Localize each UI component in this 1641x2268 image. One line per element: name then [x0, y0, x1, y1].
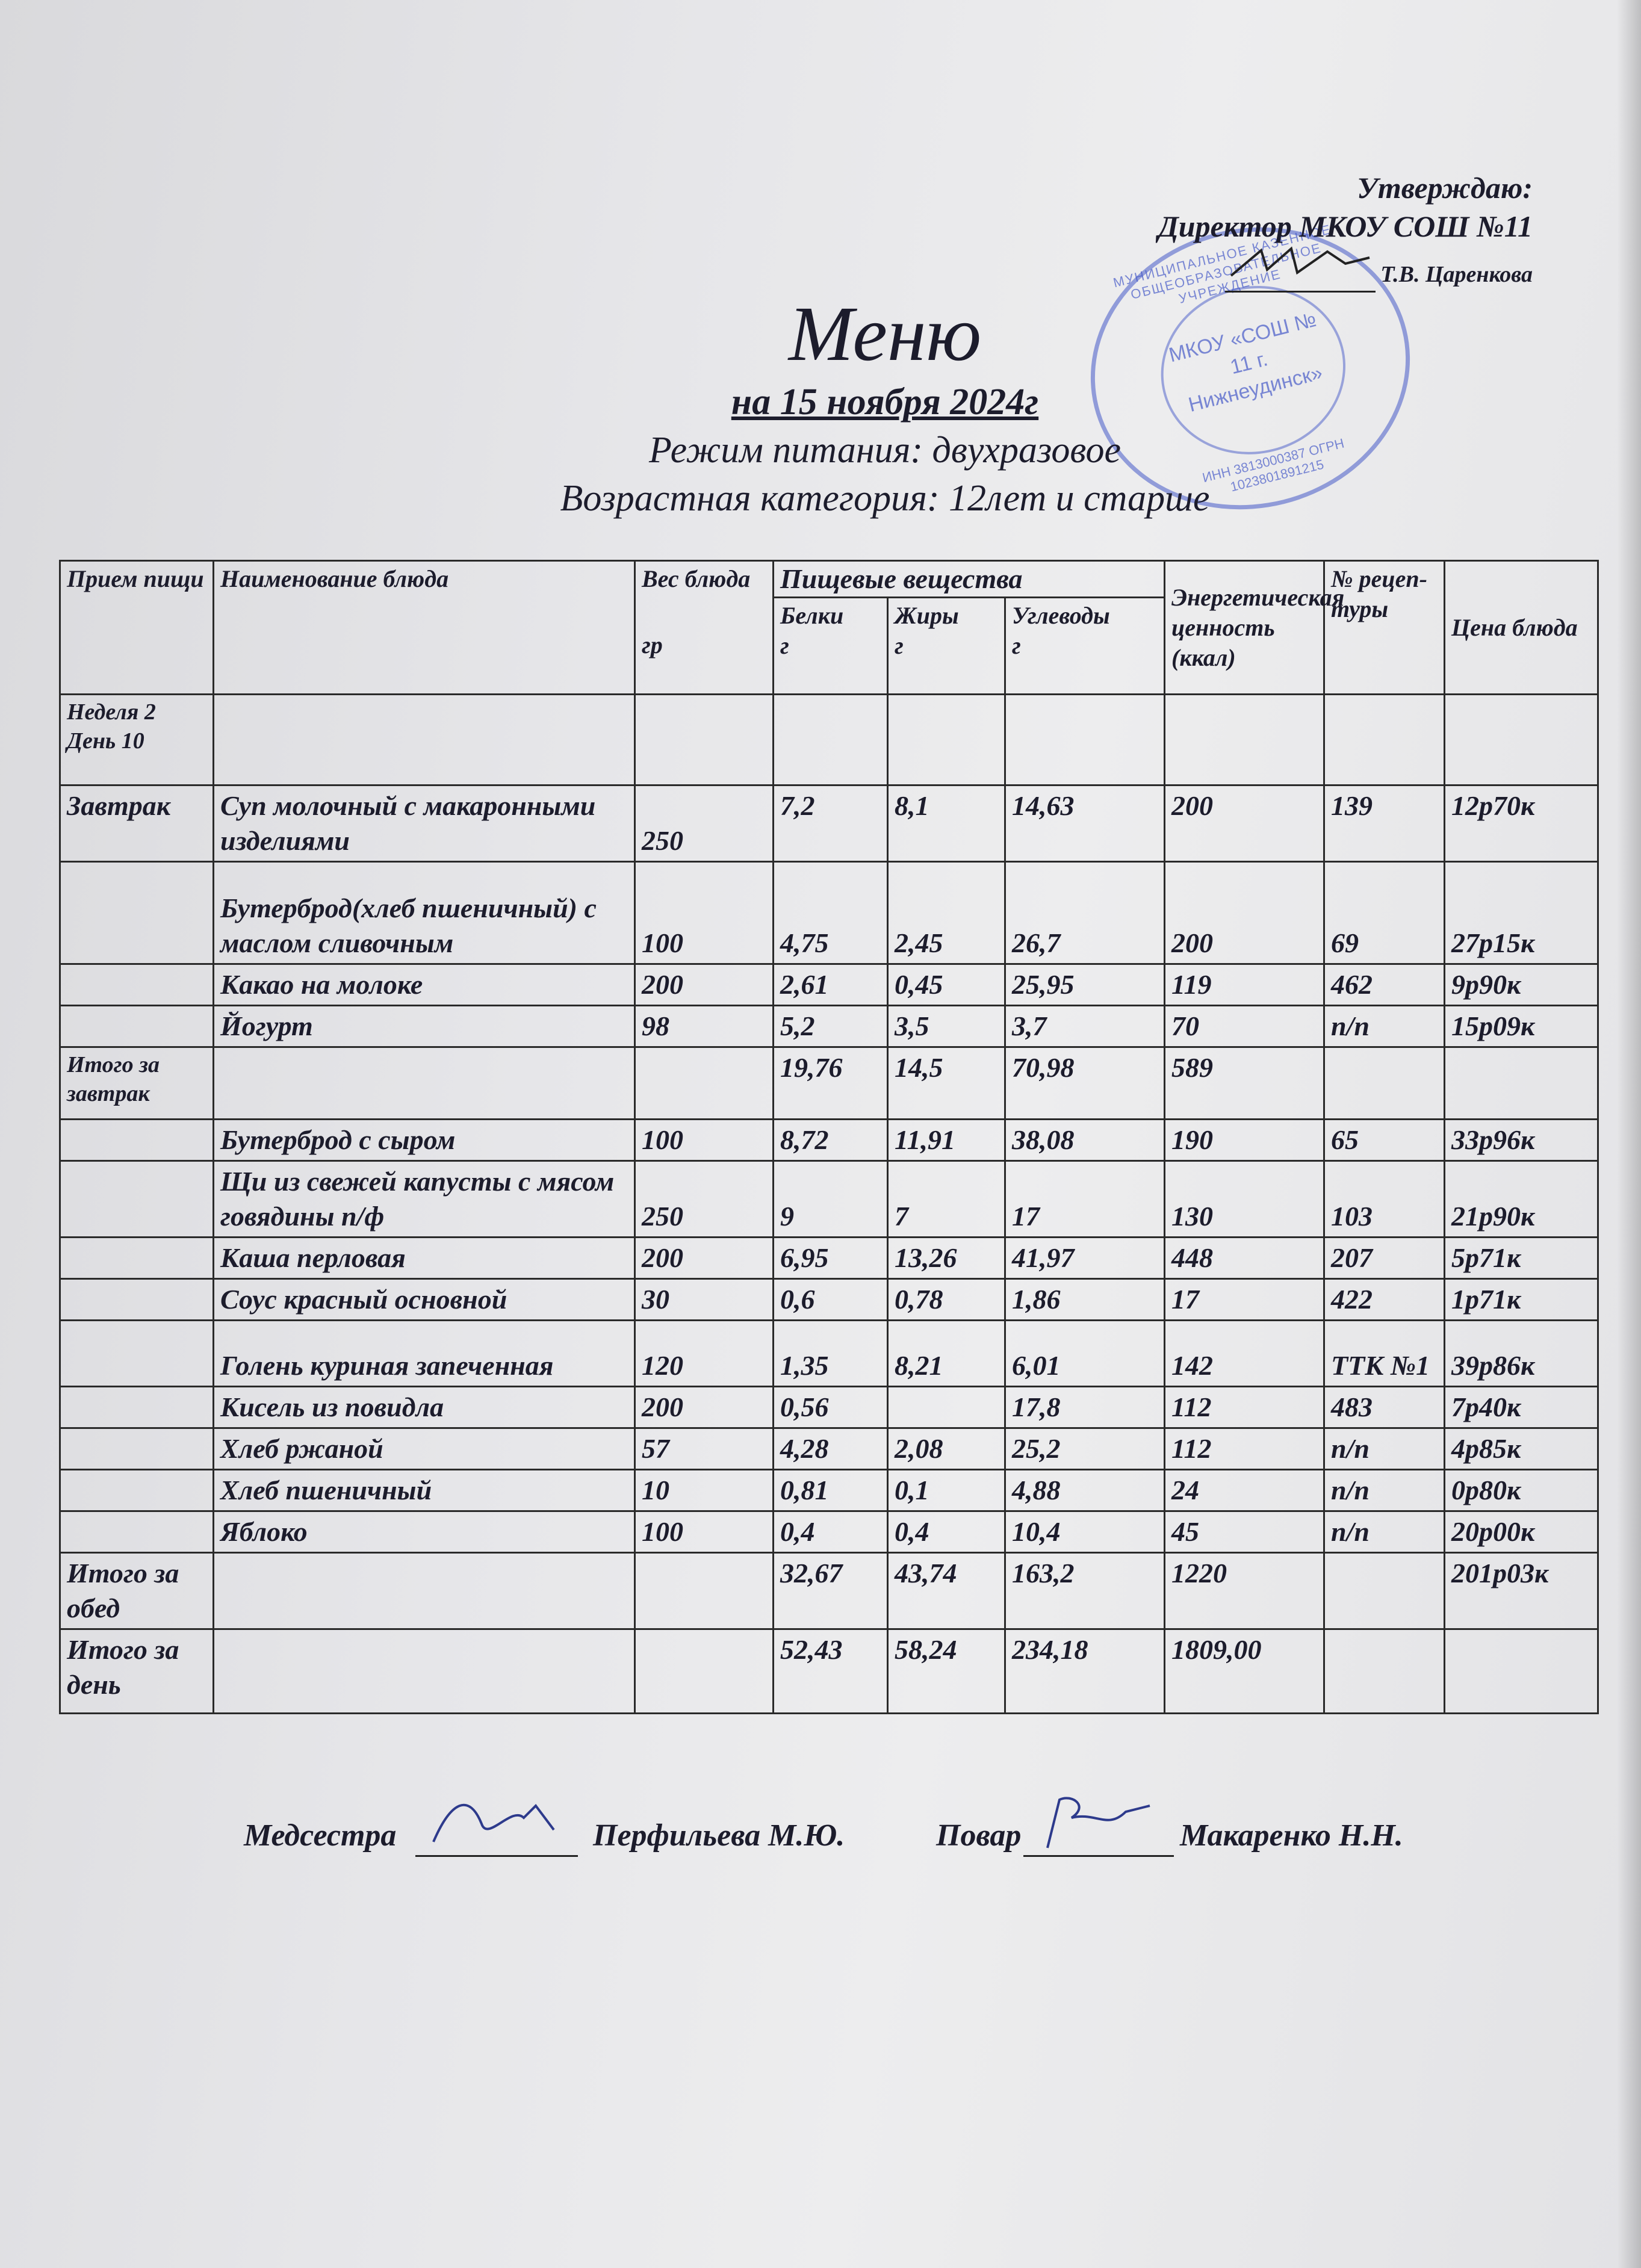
header-nutrients: Пищевые вещества: [774, 561, 1165, 598]
table-row: [60, 1387, 1598, 1428]
cell-recipe: [1324, 1047, 1445, 1120]
cell-meal: Итого за обед: [60, 1553, 214, 1629]
empty-cell: [214, 695, 635, 785]
cell-price: 15р09к: [1445, 1006, 1598, 1047]
cell-recipe: 103: [1324, 1161, 1445, 1238]
cell-recipe: п/п: [1324, 1006, 1445, 1047]
cell-fat: [888, 1387, 1005, 1428]
cell-protein: 0,6: [774, 1279, 888, 1321]
cell-price: 0р80к: [1445, 1470, 1598, 1511]
cell-recipe: 139: [1324, 785, 1445, 862]
cell-protein: 0,4: [774, 1511, 888, 1553]
cook-signature-scribble-icon: [1023, 1788, 1174, 1854]
cell-recipe: 462: [1324, 964, 1445, 1006]
cell-meal: [60, 1428, 214, 1470]
header-row-1: [60, 561, 1598, 598]
approval-block: [1158, 169, 1533, 294]
cell-energy: 17: [1165, 1279, 1324, 1321]
cell-weight: [635, 1553, 774, 1629]
cell-weight: 250: [635, 1161, 774, 1238]
nurse-label: Медсестра: [244, 1818, 397, 1853]
empty-cell: [1165, 695, 1324, 785]
cell-weight: 200: [635, 1238, 774, 1279]
cell-carbs: 10,4: [1005, 1511, 1165, 1553]
cell-energy: 70: [1165, 1006, 1324, 1047]
cell-dish: Щи из свежей капусты с мясом говядины п/ф: [214, 1161, 635, 1238]
cell-carbs: 234,18: [1005, 1629, 1165, 1714]
cell-energy: 24: [1165, 1470, 1324, 1511]
age-category: Возрастная категория: 12лет и старше: [560, 478, 1210, 519]
table-row: [60, 1006, 1598, 1047]
cell-recipe: 65: [1324, 1120, 1445, 1161]
cell-price: 5р71к: [1445, 1238, 1598, 1279]
cell-dish: Суп молочный с макаронными изделиями: [214, 785, 635, 862]
cell-meal: [60, 1120, 214, 1161]
cell-dish: [214, 1047, 635, 1120]
cell-recipe: 422: [1324, 1279, 1445, 1321]
table-row: [60, 1428, 1598, 1470]
header-fat-label: Жиры: [895, 602, 959, 629]
header-protein-unit: г: [780, 632, 789, 659]
cell-weight: [635, 1629, 774, 1714]
cell-energy: 112: [1165, 1387, 1324, 1428]
cell-price: [1445, 1047, 1598, 1120]
cook-label: Повар: [936, 1818, 1022, 1853]
cell-weight: 200: [635, 1387, 774, 1428]
signature-scribble-icon: [1225, 246, 1376, 282]
menu-table-body: [60, 695, 1598, 1714]
cell-weight: 100: [635, 1511, 774, 1553]
cell-carbs: 70,98: [1005, 1047, 1165, 1120]
cell-carbs: 25,2: [1005, 1428, 1165, 1470]
cell-carbs: 1,86: [1005, 1279, 1165, 1321]
header-weight-label: Вес блюда: [642, 565, 751, 592]
cell-dish: Какао на молоке: [214, 964, 635, 1006]
cell-meal: [60, 964, 214, 1006]
cell-recipe: п/п: [1324, 1428, 1445, 1470]
cell-protein: 0,56: [774, 1387, 888, 1428]
cell-dish: Хлеб пшеничный: [214, 1470, 635, 1511]
meal-regime: Режим питания: двухразовое: [648, 430, 1121, 471]
empty-cell: [888, 695, 1005, 785]
header-fat: [888, 598, 1005, 695]
cell-recipe: 207: [1324, 1238, 1445, 1279]
header-carbs-unit: г: [1012, 632, 1021, 659]
cell-fat: 14,5: [888, 1047, 1005, 1120]
approval-label: Утверждаю:: [1357, 171, 1533, 205]
cell-weight: 30: [635, 1279, 774, 1321]
cell-protein: 1,35: [774, 1321, 888, 1387]
cell-price: 12р70к: [1445, 785, 1598, 862]
table-row: [60, 1629, 1598, 1714]
cell-price: 39р86к: [1445, 1321, 1598, 1387]
cell-fat: 2,08: [888, 1428, 1005, 1470]
cell-meal: [60, 1387, 214, 1428]
cell-recipe: п/п: [1324, 1470, 1445, 1511]
cell-carbs: 163,2: [1005, 1553, 1165, 1629]
cell-dish: Яблоко: [214, 1511, 635, 1553]
cell-energy: 589: [1165, 1047, 1324, 1120]
header-energy: Энергетическая ценность (ккал): [1165, 561, 1324, 695]
cell-protein: 5,2: [774, 1006, 888, 1047]
table-row: [60, 1279, 1598, 1321]
cell-energy: 200: [1165, 862, 1324, 964]
cell-weight: [635, 1047, 774, 1120]
cell-recipe: ТТК №1: [1324, 1321, 1445, 1387]
cell-weight: 57: [635, 1428, 774, 1470]
cell-energy: 142: [1165, 1321, 1324, 1387]
cell-carbs: 38,08: [1005, 1120, 1165, 1161]
table-row: [60, 1161, 1598, 1238]
header-meal: Прием пищи: [60, 561, 214, 695]
cell-dish: Соус красный основной: [214, 1279, 635, 1321]
stamp-center-text: МКОУ «СОШ № 11 г. Нижнеудинск»: [1166, 308, 1325, 417]
cell-fat: 13,26: [888, 1238, 1005, 1279]
menu-date: на 15 ноября 2024г: [731, 382, 1039, 423]
cell-dish: Бутерброд(хлеб пшеничный) с маслом сливочным: [214, 862, 635, 964]
stamp-ring-text: МУНИЦИПАЛЬНОЕ КАЗЕННОЕ ОБЩЕОБРАЗОВАТЕЛЬНОЕ УЧРЕЖДЕНИЕ: [1111, 222, 1333, 306]
cell-weight: 120: [635, 1321, 774, 1387]
cell-fat: 43,74: [888, 1553, 1005, 1629]
cell-price: 1р71к: [1445, 1279, 1598, 1321]
cell-price: 20р00к: [1445, 1511, 1598, 1553]
cell-protein: 4,75: [774, 862, 888, 964]
cell-recipe: [1324, 1629, 1445, 1714]
cell-protein: 4,28: [774, 1428, 888, 1470]
table-row: [60, 1321, 1598, 1387]
cell-carbs: 17: [1005, 1161, 1165, 1238]
cell-meal: [60, 1511, 214, 1553]
empty-cell: [1324, 695, 1445, 785]
cell-energy: 1220: [1165, 1553, 1324, 1629]
director-name: Т.В. Царенкова: [1380, 262, 1533, 287]
cell-carbs: 4,88: [1005, 1470, 1165, 1511]
cell-protein: 6,95: [774, 1238, 888, 1279]
approval-position: Директор МКОУ СОШ №11: [1158, 209, 1533, 243]
cell-price: 4р85к: [1445, 1428, 1598, 1470]
cell-energy: 200: [1165, 785, 1324, 862]
cell-weight: 98: [635, 1006, 774, 1047]
cell-dish: Голень куриная запеченная: [214, 1321, 635, 1387]
table-row: [60, 785, 1598, 862]
week-day-label: Неделя 2 День 10: [60, 695, 214, 785]
header-dish: Наименование блюда: [214, 561, 635, 695]
table-row: [60, 862, 1598, 964]
cell-price: 33р96к: [1445, 1120, 1598, 1161]
cell-price: 9р90к: [1445, 964, 1598, 1006]
cell-meal: [60, 1321, 214, 1387]
cell-dish: Кисель из повидла: [214, 1387, 635, 1428]
cell-meal: [60, 1279, 214, 1321]
header-weight: [635, 561, 774, 695]
cell-price: 27р15к: [1445, 862, 1598, 964]
cell-fat: 3,5: [888, 1006, 1005, 1047]
cell-protein: 19,76: [774, 1047, 888, 1120]
director-signature: [1225, 246, 1376, 293]
cell-fat: 8,1: [888, 785, 1005, 862]
table-row: [60, 1511, 1598, 1553]
table-row: [60, 1120, 1598, 1161]
approval-signature-row: [1158, 246, 1533, 294]
cell-dish: Бутерброд с сыром: [214, 1120, 635, 1161]
cell-weight: 250: [635, 785, 774, 862]
table-row: [60, 1553, 1598, 1629]
nurse-name: Перфильева М.Ю.: [593, 1818, 845, 1853]
cell-price: 201р03к: [1445, 1553, 1598, 1629]
cell-protein: 52,43: [774, 1629, 888, 1714]
cell-fat: 7: [888, 1161, 1005, 1238]
cell-weight: 100: [635, 1120, 774, 1161]
cell-energy: 45: [1165, 1511, 1324, 1553]
cell-energy: 190: [1165, 1120, 1324, 1161]
cell-meal: Итого за завтрак: [60, 1047, 214, 1120]
cell-recipe: п/п: [1324, 1511, 1445, 1553]
menu-table: [59, 560, 1599, 1714]
cell-fat: 0,4: [888, 1511, 1005, 1553]
header-price: Цена блюда: [1445, 561, 1598, 695]
cell-carbs: 6,01: [1005, 1321, 1165, 1387]
cell-meal: [60, 1161, 214, 1238]
cell-fat: 58,24: [888, 1629, 1005, 1714]
cell-price: 21р90к: [1445, 1161, 1598, 1238]
empty-cell: [1445, 695, 1598, 785]
cell-meal: Завтрак: [60, 785, 214, 862]
page-title: Меню: [788, 291, 982, 377]
empty-cell: [1005, 695, 1165, 785]
week-day-row: [60, 695, 1598, 785]
cell-weight: 10: [635, 1470, 774, 1511]
cell-dish: Хлеб ржаной: [214, 1428, 635, 1470]
empty-cell: [774, 695, 888, 785]
cell-fat: 2,45: [888, 862, 1005, 964]
cell-protein: 2,61: [774, 964, 888, 1006]
cell-protein: 32,67: [774, 1553, 888, 1629]
cell-meal: [60, 1470, 214, 1511]
empty-cell: [635, 695, 774, 785]
cell-meal: [60, 1238, 214, 1279]
cell-protein: 8,72: [774, 1120, 888, 1161]
cell-meal: [60, 1006, 214, 1047]
table-row: [60, 1470, 1598, 1511]
header-carbs-label: Углеводы: [1012, 602, 1110, 629]
cell-protein: 7,2: [774, 785, 888, 862]
cell-carbs: 25,95: [1005, 964, 1165, 1006]
cell-protein: 9: [774, 1161, 888, 1238]
cell-protein: 0,81: [774, 1470, 888, 1511]
header-weight-unit: гр: [642, 631, 663, 658]
cell-dish: [214, 1553, 635, 1629]
cell-weight: 200: [635, 964, 774, 1006]
table-row: [60, 1047, 1598, 1120]
stamp-low-text: ИНН 3813000387 ОГРН 1023801891215: [1200, 435, 1346, 495]
cell-fat: 0,78: [888, 1279, 1005, 1321]
table-row: [60, 964, 1598, 1006]
cell-recipe: 69: [1324, 862, 1445, 964]
header-carbs: [1005, 598, 1165, 695]
cell-carbs: 14,63: [1005, 785, 1165, 862]
cell-recipe: 483: [1324, 1387, 1445, 1428]
header-recipe: № рецеп-туры: [1324, 561, 1445, 695]
cell-fat: 0,1: [888, 1470, 1005, 1511]
table-row: [60, 1238, 1598, 1279]
nurse-signature: [415, 1818, 578, 1857]
cell-energy: 448: [1165, 1238, 1324, 1279]
header-fat-unit: г: [895, 632, 904, 659]
cell-energy: 1809,00: [1165, 1629, 1324, 1714]
cell-fat: 11,91: [888, 1120, 1005, 1161]
cell-fat: 8,21: [888, 1321, 1005, 1387]
cell-price: 7р40к: [1445, 1387, 1598, 1428]
cook-name: Макаренко Н.Н.: [1180, 1818, 1403, 1853]
cell-energy: 130: [1165, 1161, 1324, 1238]
cell-dish: Каша перловая: [214, 1238, 635, 1279]
cell-energy: 119: [1165, 964, 1324, 1006]
cell-meal: Итого за день: [60, 1629, 214, 1714]
header-protein: [774, 598, 888, 695]
cell-dish: Йогурт: [214, 1006, 635, 1047]
cell-recipe: [1324, 1553, 1445, 1629]
cell-energy: 112: [1165, 1428, 1324, 1470]
cell-fat: 0,45: [888, 964, 1005, 1006]
cell-carbs: 41,97: [1005, 1238, 1165, 1279]
cook-signature: [1023, 1818, 1174, 1857]
cell-meal: [60, 862, 214, 964]
cell-carbs: 3,7: [1005, 1006, 1165, 1047]
cell-carbs: 26,7: [1005, 862, 1165, 964]
header-protein-label: Белки: [780, 602, 844, 629]
cell-dish: [214, 1629, 635, 1714]
cell-price: [1445, 1629, 1598, 1714]
cell-carbs: 17,8: [1005, 1387, 1165, 1428]
cell-weight: 100: [635, 862, 774, 964]
nurse-signature-scribble-icon: [415, 1788, 578, 1854]
